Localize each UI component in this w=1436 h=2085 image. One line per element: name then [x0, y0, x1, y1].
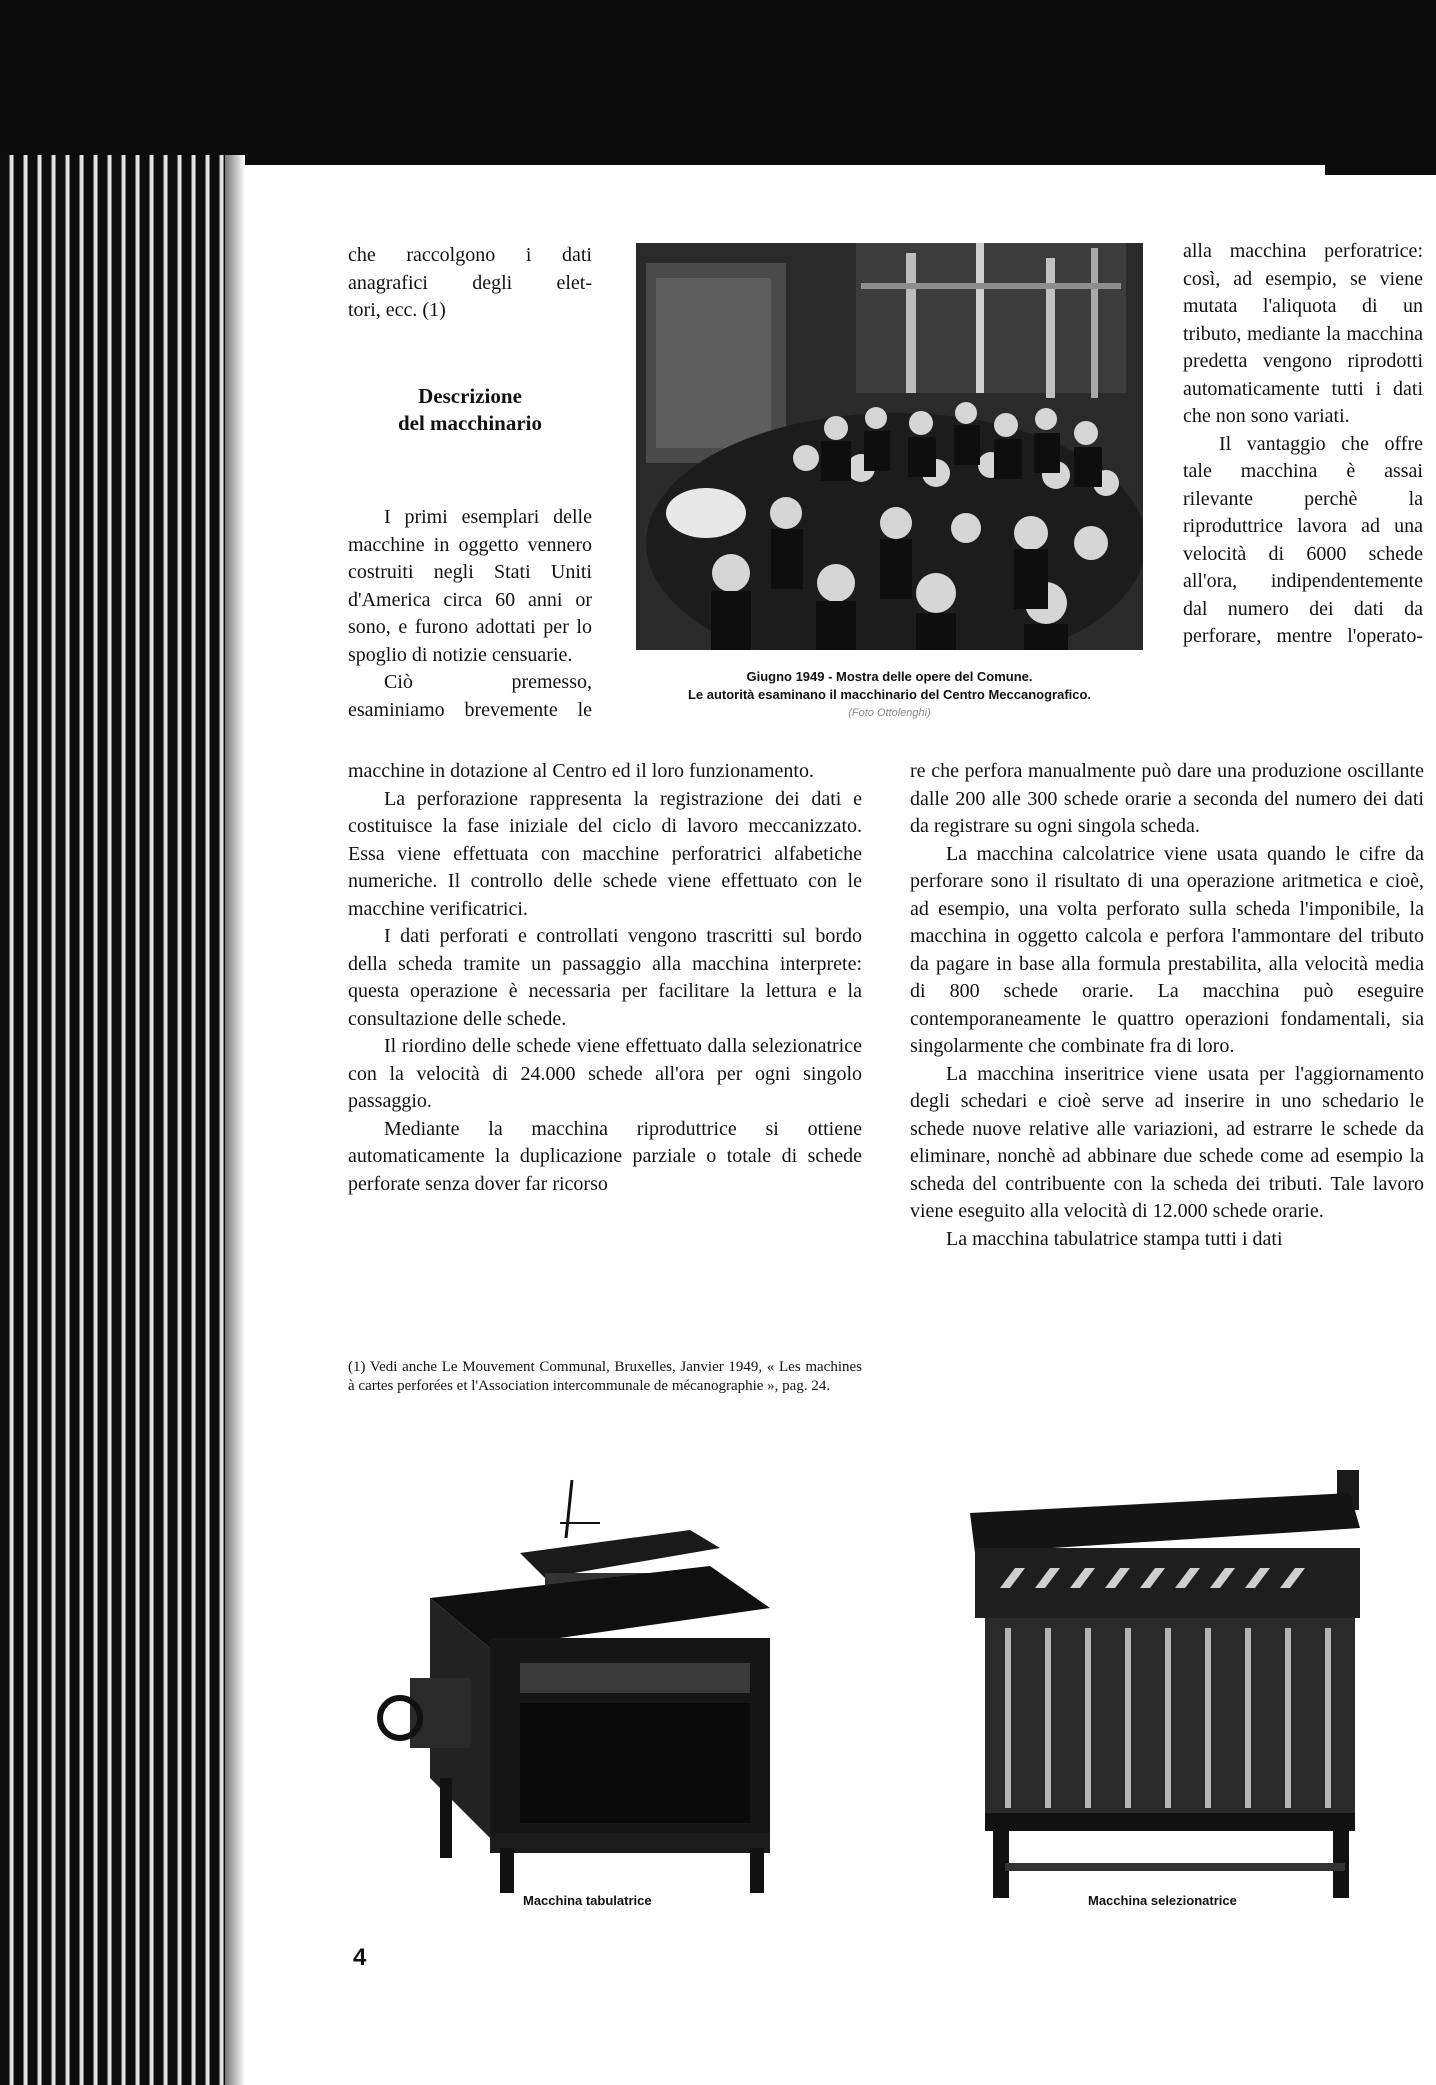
scan-dark-border — [0, 0, 1436, 165]
paragraph: macchine in dotazione al Centro ed il loro funzionamento. — [348, 760, 814, 782]
paragraph: I dati perforati e controllati vengono trascritti sul bordo della scheda tramite un passaggio alla macchina interprete: questa operazione è necessaria per facilitare la lettura e la consultazione delle schede. — [348, 925, 862, 1030]
paragraph: I primi esemplari delle macchine in oggetto vennero costruiti negli Stati Uniti d'America circa 60 anni or sono, e furono adottati per lo spoglio di notizie censuarie. — [348, 506, 592, 666]
heading-line: del macchinario — [397, 411, 543, 435]
exhibition-photo — [636, 243, 1143, 650]
caption-line: Le autorità esaminano il macchinario del Centro Meccanografico. — [687, 687, 1092, 702]
paragraph: Mediante la macchina riproduttrice si ottiene automaticamente la duplicazione parziale o totale di schede perforate senza dover far ricorso — [348, 1117, 862, 1195]
paragraph: Il vantaggio che offre tale macchina è assai rilevante perchè la riproduttrice lavora ad una velocità di 6000 schede all'ora, indipendentemente dal numero dei dati da perforare, mentre l'operato- — [1183, 432, 1423, 647]
footnote: (1) Vedi anche Le Mouvement Communal, Bruxelles, Janvier 1949, « Les machines à cartes perforées et l'Association intercommunale de mécanographie », pag. 24. — [348, 1359, 862, 1394]
exhibition-photo-image — [636, 243, 1143, 650]
paragraph: re che perfora manualmente può dare una produzione oscillante dalle 200 alle 300 schede orarie a seconda del numero dei dati da registrare su ogni singola scheda. — [910, 760, 1424, 837]
paragraph: Il riordino delle schede viene effettuato dalla selezionatrice con la velocità di 24.000 schede all'ora per ogni singolo passaggio. — [348, 1035, 862, 1112]
intro-line: che raccolgono i dati — [348, 244, 592, 266]
section-heading — [348, 383, 592, 437]
left-column-intro — [348, 242, 592, 325]
book-gutter-shadow — [225, 155, 245, 2085]
tabulating-machine-caption: Macchina tabulatrice — [523, 1893, 652, 1908]
paragraph: La macchina tabulatrice stampa tutti i dati — [946, 1227, 1283, 1250]
paragraph: La perforazione rappresenta la registrazione dei dati e costituisce la fase iniziale del ciclo di lavoro meccanizzato. Essa viene effettuata con macchine perforatrici alfabetiche numeriche. Il controllo delle schede viene effettuato con le macchine verificatrici. — [348, 787, 862, 920]
left-column-wide-text — [348, 758, 862, 1198]
book-page-edges — [0, 155, 240, 2085]
intro-line: anagrafici degli elet- — [348, 271, 592, 294]
sorting-machine-illustration — [945, 1468, 1370, 1903]
paragraph: La macchina inseritrice viene usata per l'aggiornamento degli schedari e cioè serve ad inserire in uno schedario le schede nuove relative alle variazioni, ad estrarre le schede da eliminare, nonchè ad abbinare due schede come ad esempio la scheda del contribuente con la scheda dei tributi. Tale lavoro viene eseguito alla velocità di 12.000 schede orarie. — [910, 1062, 1424, 1222]
tabulating-machine-illustration — [370, 1478, 800, 1898]
photo-credit: (Foto Ottolenghi) — [848, 707, 931, 719]
paragraph: Ciò premesso, esaminiamo brevemente le — [348, 671, 592, 721]
right-column-narrow-text — [1183, 238, 1423, 651]
right-column-wide-text — [910, 758, 1424, 1253]
sorting-machine-caption: Macchina selezionatrice — [1088, 1893, 1237, 1908]
photo-caption — [636, 668, 1143, 722]
paragraph: alla macchina perforatrice: così, ad esempio, se viene mutata l'aliquota di un tributo, mediante la macchina predetta vengono riprodotti automaticamente tutti i dati che non sono variati. — [1183, 240, 1423, 427]
caption-line: Giugno 1949 - Mostra delle opere del Comune. — [746, 669, 1033, 684]
spacer — [365, 1860, 366, 1861]
left-column-narrow-text — [348, 504, 592, 724]
intro-line: tori, ecc. (1) — [348, 299, 446, 321]
heading-line: Descrizione — [418, 384, 522, 408]
scan-dark-border-step — [1325, 155, 1436, 175]
paragraph: La macchina calcolatrice viene usata quando le cifre da perforare sono il risultato di una operazione aritmetica e cioè, ad esempio, una volta perforato sulla scheda l'imponibile, la macchina in oggetto calcola e perfora l'ammontare del tributo da pagare in base alla formula prestabilita, alla velocità media di 800 schede orarie. La macchina può eseguire contemporaneamente le quattro operazioni fondamentali, sia singolarmente che combinate fra di loro. — [910, 842, 1424, 1057]
page-number: 4 — [353, 1944, 367, 1971]
